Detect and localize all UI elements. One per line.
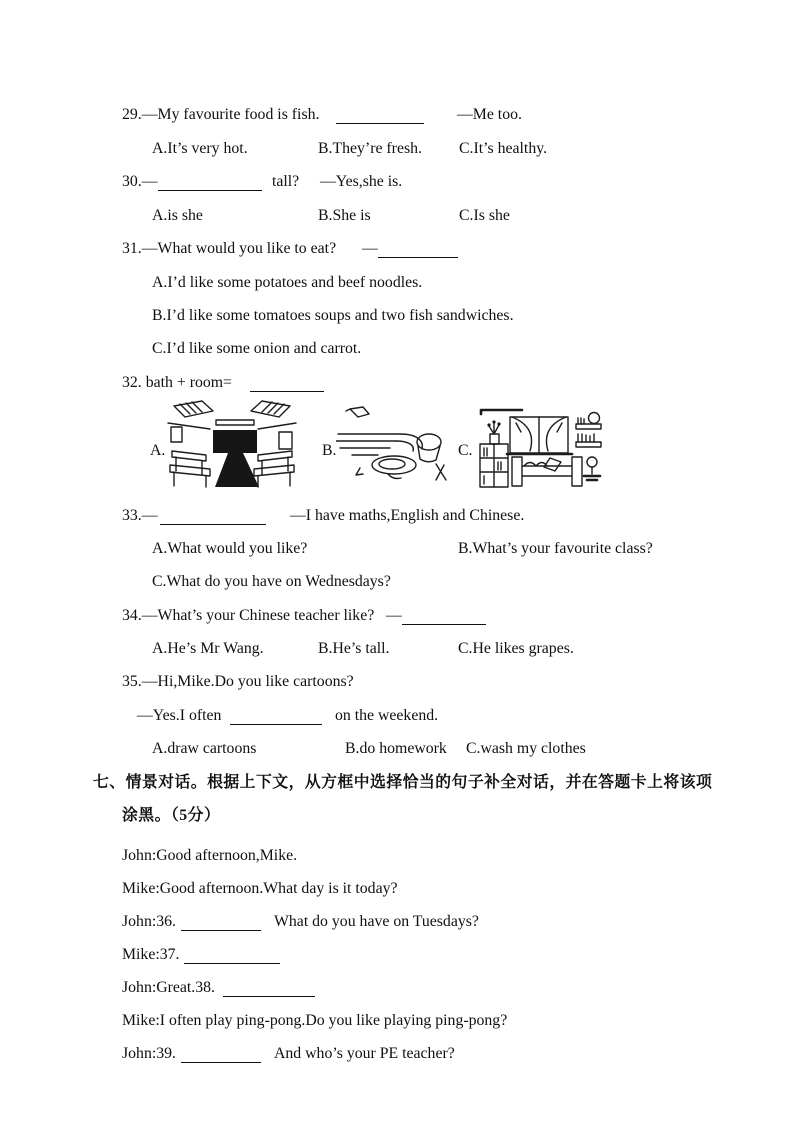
dialog-mike-1 [0,878,793,912]
q32-answer-blank [250,376,324,392]
question-30-options [0,205,793,239]
q31-answer-blank [378,242,458,258]
dialog-john-2 [0,911,793,945]
question-29 [0,104,793,138]
q30-option-a: A.is she [152,207,203,224]
dialog-blank-39 [181,1047,261,1063]
q33-option-a: A.What would you like? [152,540,308,557]
q33-option-b: B.What’s your favourite class? [458,540,653,557]
dialog-blank-38 [223,981,315,997]
classroom-picture-icon [166,399,298,488]
dialog-mike-1-text: Mike:Good afternoon.What day is it today? [122,880,398,897]
question-34 [0,605,793,639]
dialog-blank-36 [181,915,261,931]
dialog-john-4-pre: John:39. [122,1045,176,1062]
q34-answer-blank [402,609,486,625]
q35-reply-pre: —Yes.I often [137,707,222,724]
q32-picture-label-b: B. [322,442,337,459]
dialog-mike-2-pre: Mike:37. [122,946,180,963]
question-30 [0,171,793,205]
dialog-blank-37 [184,948,280,964]
q31-option-c: C.I’d like some onion and carrot. [152,340,362,357]
q33-reply: —I have maths,English and Chinese. [290,507,525,524]
dialog-john-4-post: And who’s your PE teacher? [274,1045,455,1062]
dialog-john-3 [0,977,793,1011]
q30-text: tall? [272,173,300,190]
dialog-john-2-post: What do you have on Tuesdays? [274,913,479,930]
q30-answer-blank [158,175,262,191]
question-35-options [0,738,793,772]
dialog-john-1 [0,845,793,879]
q34-option-b: B.He’s tall. [318,640,390,657]
question-35-reply [0,705,793,739]
section-7-heading-line-2 [0,805,793,839]
q35-option-b: B.do homework [345,740,447,757]
q33-answer-blank [160,509,266,525]
q30-option-b: B.She is [318,207,371,224]
q29-reply: —Me too. [457,106,522,123]
question-33 [0,505,793,539]
q34-text: 34.—What’s your Chinese teacher like? [122,607,375,624]
dialog-mike-3-text: Mike:I often play ping-pong.Do you like playing ping-pong? [122,1012,508,1029]
q29-text: 29.—My favourite food is fish. [122,106,320,123]
q35-option-c: C.wash my clothes [466,740,586,757]
dialog-john-4 [0,1043,793,1077]
dialog-john-3-pre: John:Great.38. [122,979,216,996]
q32-text: 32. bath + room= [122,374,232,391]
q29-option-c: C.It’s healthy. [459,140,548,157]
q31-option-b: B.I’d like some tomatoes soups and two fish sandwiches. [152,307,514,324]
q29-answer-blank [336,108,424,124]
q30-option-c: C.Is she [459,207,510,224]
section-7-heading-text-2: 涂黑。（5分） [122,807,221,824]
q35-option-a: A.draw cartoons [152,740,257,757]
q30-prefix: 30.— [122,173,158,190]
q33-prefix: 33.— [122,507,158,524]
q34-dash: — [386,607,402,624]
question-33-options-1 [0,538,793,572]
q33-option-c: C.What do you have on Wednesdays? [152,573,391,590]
q35-reply-post: on the weekend. [335,707,439,724]
q34-option-c: C.He likes grapes. [458,640,574,657]
q35-text: 35.—Hi,Mike.Do you like cartoons? [122,673,354,690]
question-34-options [0,638,793,672]
q32-picture-label-a: A. [150,442,166,459]
question-31-option-b-row [0,305,793,339]
bathroom-picture-icon [336,402,454,489]
q35-answer-blank [230,709,322,725]
dialog-mike-2 [0,944,793,978]
q29-option-a: A.It’s very hot. [152,140,248,157]
q31-text: 31.—What would you like to eat? [122,240,337,257]
q32-picture-label-c: C. [458,442,473,459]
bedroom-picture-icon [476,400,604,490]
section-7-heading-text-1: 七、情景对话。根据上下文，从方框中选择恰当的句子补全对话，并在答题卡上将该项 [93,774,713,791]
question-35 [0,671,793,705]
dialog-mike-3 [0,1010,793,1044]
q29-option-b: B.They’re fresh. [318,140,422,157]
q31-dash: — [362,240,378,257]
question-31 [0,238,793,272]
question-31-option-c-row [0,338,793,372]
dialog-john-1-text: John:Good afternoon,Mike. [122,847,298,864]
section-7-heading-line-1 [0,772,793,806]
dialog-john-2-pre: John:36. [122,913,176,930]
q34-option-a: A.He’s Mr Wang. [152,640,264,657]
q30-reply: —Yes,she is. [320,173,403,190]
question-29-options [0,138,793,172]
question-31-option-a-row [0,272,793,306]
question-32 [0,372,793,406]
q31-option-a: A.I’d like some potatoes and beef noodles. [152,274,423,291]
question-33-options-2 [0,571,793,605]
